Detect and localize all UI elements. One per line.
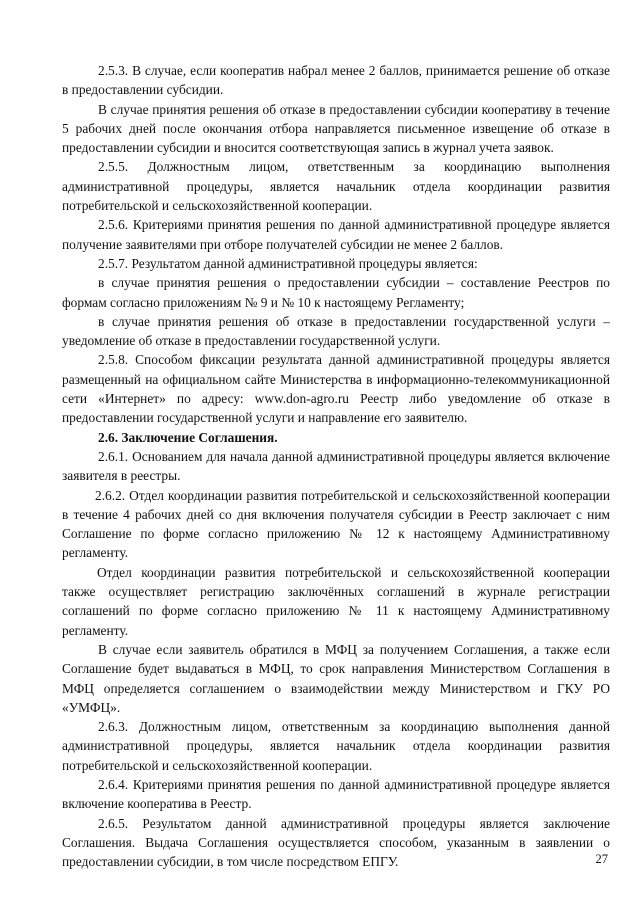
paragraph-mfc: В случае если заявитель обратился в МФЦ за получением Соглашения, а также если Соглашение будет выдаваться в МФЦ, то срок направления Министерством Соглашения в МФЦ определяется соглашением о взаимодействии между Министерством и ГКУ РО «УМФЦ». [62, 641, 610, 715]
paragraph-2-5-7: 2.5.7. Результатом данной административной процедуры является: [98, 255, 478, 271]
paragraph-2-5-8: 2.5.8. Способом фиксации результата данной административной процедуры является размещенный на официальном сайте Министерства в информационно-телекоммуникационной сети «Интернет» по адресу: www.don-agro.ru Реестр либо уведомление об отказе в предоставлении государственной услуги и направление его заявителю. [62, 352, 610, 426]
page-number: 27 [595, 852, 608, 866]
paragraph-refusal-notice: В случае принятия решения об отказе в предоставлении субсидии кооперативу в течение 5 рабочих дней после окончания отбора направляется письменное извещение об отказе в предоставлении субсидии и вносится соответствующая запись в журнал учета заявок. [62, 101, 610, 156]
paragraph-2-6-3: 2.6.3. Должностным лицом, ответственным за координацию выполнения данной административной процедуры, является начальник отдела координации развития потребительской и сельскохозяйственной кооперации. [62, 719, 610, 773]
paragraph-2-6-4: 2.6.4. Критериями принятия решения по данной административной процедуре является включение кооператива в Реестр. [62, 776, 610, 812]
paragraph-2-6-5: 2.6.5. Результатом данной административной процедуры является заключение Соглашения. Выдача Соглашения осуществляется способом, указанным в заявлении о предоставлении субсидии, в том числе посредством ЕПГУ. [62, 815, 610, 870]
paragraph-result-refusal: в случае принятия решения об отказе в предоставлении государственной услуги – уведомление об отказе в предоставлении государственной услуги. [62, 313, 610, 349]
paragraph-2-6-1: 2.6.1. Основанием для начала данной административной процедуры является включение заявителя в реестры. [62, 448, 610, 484]
paragraph-2-5-5: 2.5.5. Должностным лицом, ответственным за координацию выполнения административной процедуры, является начальник отдела координации развития потребительской и сельскохозяйственной кооперации. [62, 159, 610, 214]
paragraph-2-5-3: 2.5.3. В случае, если кооператив набрал менее 2 баллов, принимается решение об отказе в предоставлении субсидии. [62, 63, 610, 98]
paragraph-registration: Отдел координации развития потребительской и сельскохозяйственной кооперации также осуществляет регистрацию заключённых соглашений в журнале регистрации соглашений по форме согласно приложению № 11 к настоящему Административному регламенту. [62, 564, 610, 638]
paragraph-result-approval: в случае принятия решения о предоставлении субсидии – составление Реестров по формам согласно приложениям № 9 и № 10 к настоящему Регламенту; [62, 275, 610, 310]
section-heading-2-6: 2.6. Заключение Соглашения. [98, 429, 278, 445]
paragraph-2-5-6: 2.5.6. Критериями принятия решения по данной административной процедуре является получение заявителями при отборе получателей субсидии не менее 2 баллов. [62, 217, 610, 252]
paragraph-2-6-2: 2.6.2. Отдел координации развития потребительской и сельскохозяйственной кооперации в течение 4 рабочих дней со дня включения получателя субсидии в Реестр заключает с ним Соглашение по форме согласно приложению № 12 к настоящему Административному регламенту. [62, 487, 610, 561]
document-body [62, 61, 610, 871]
